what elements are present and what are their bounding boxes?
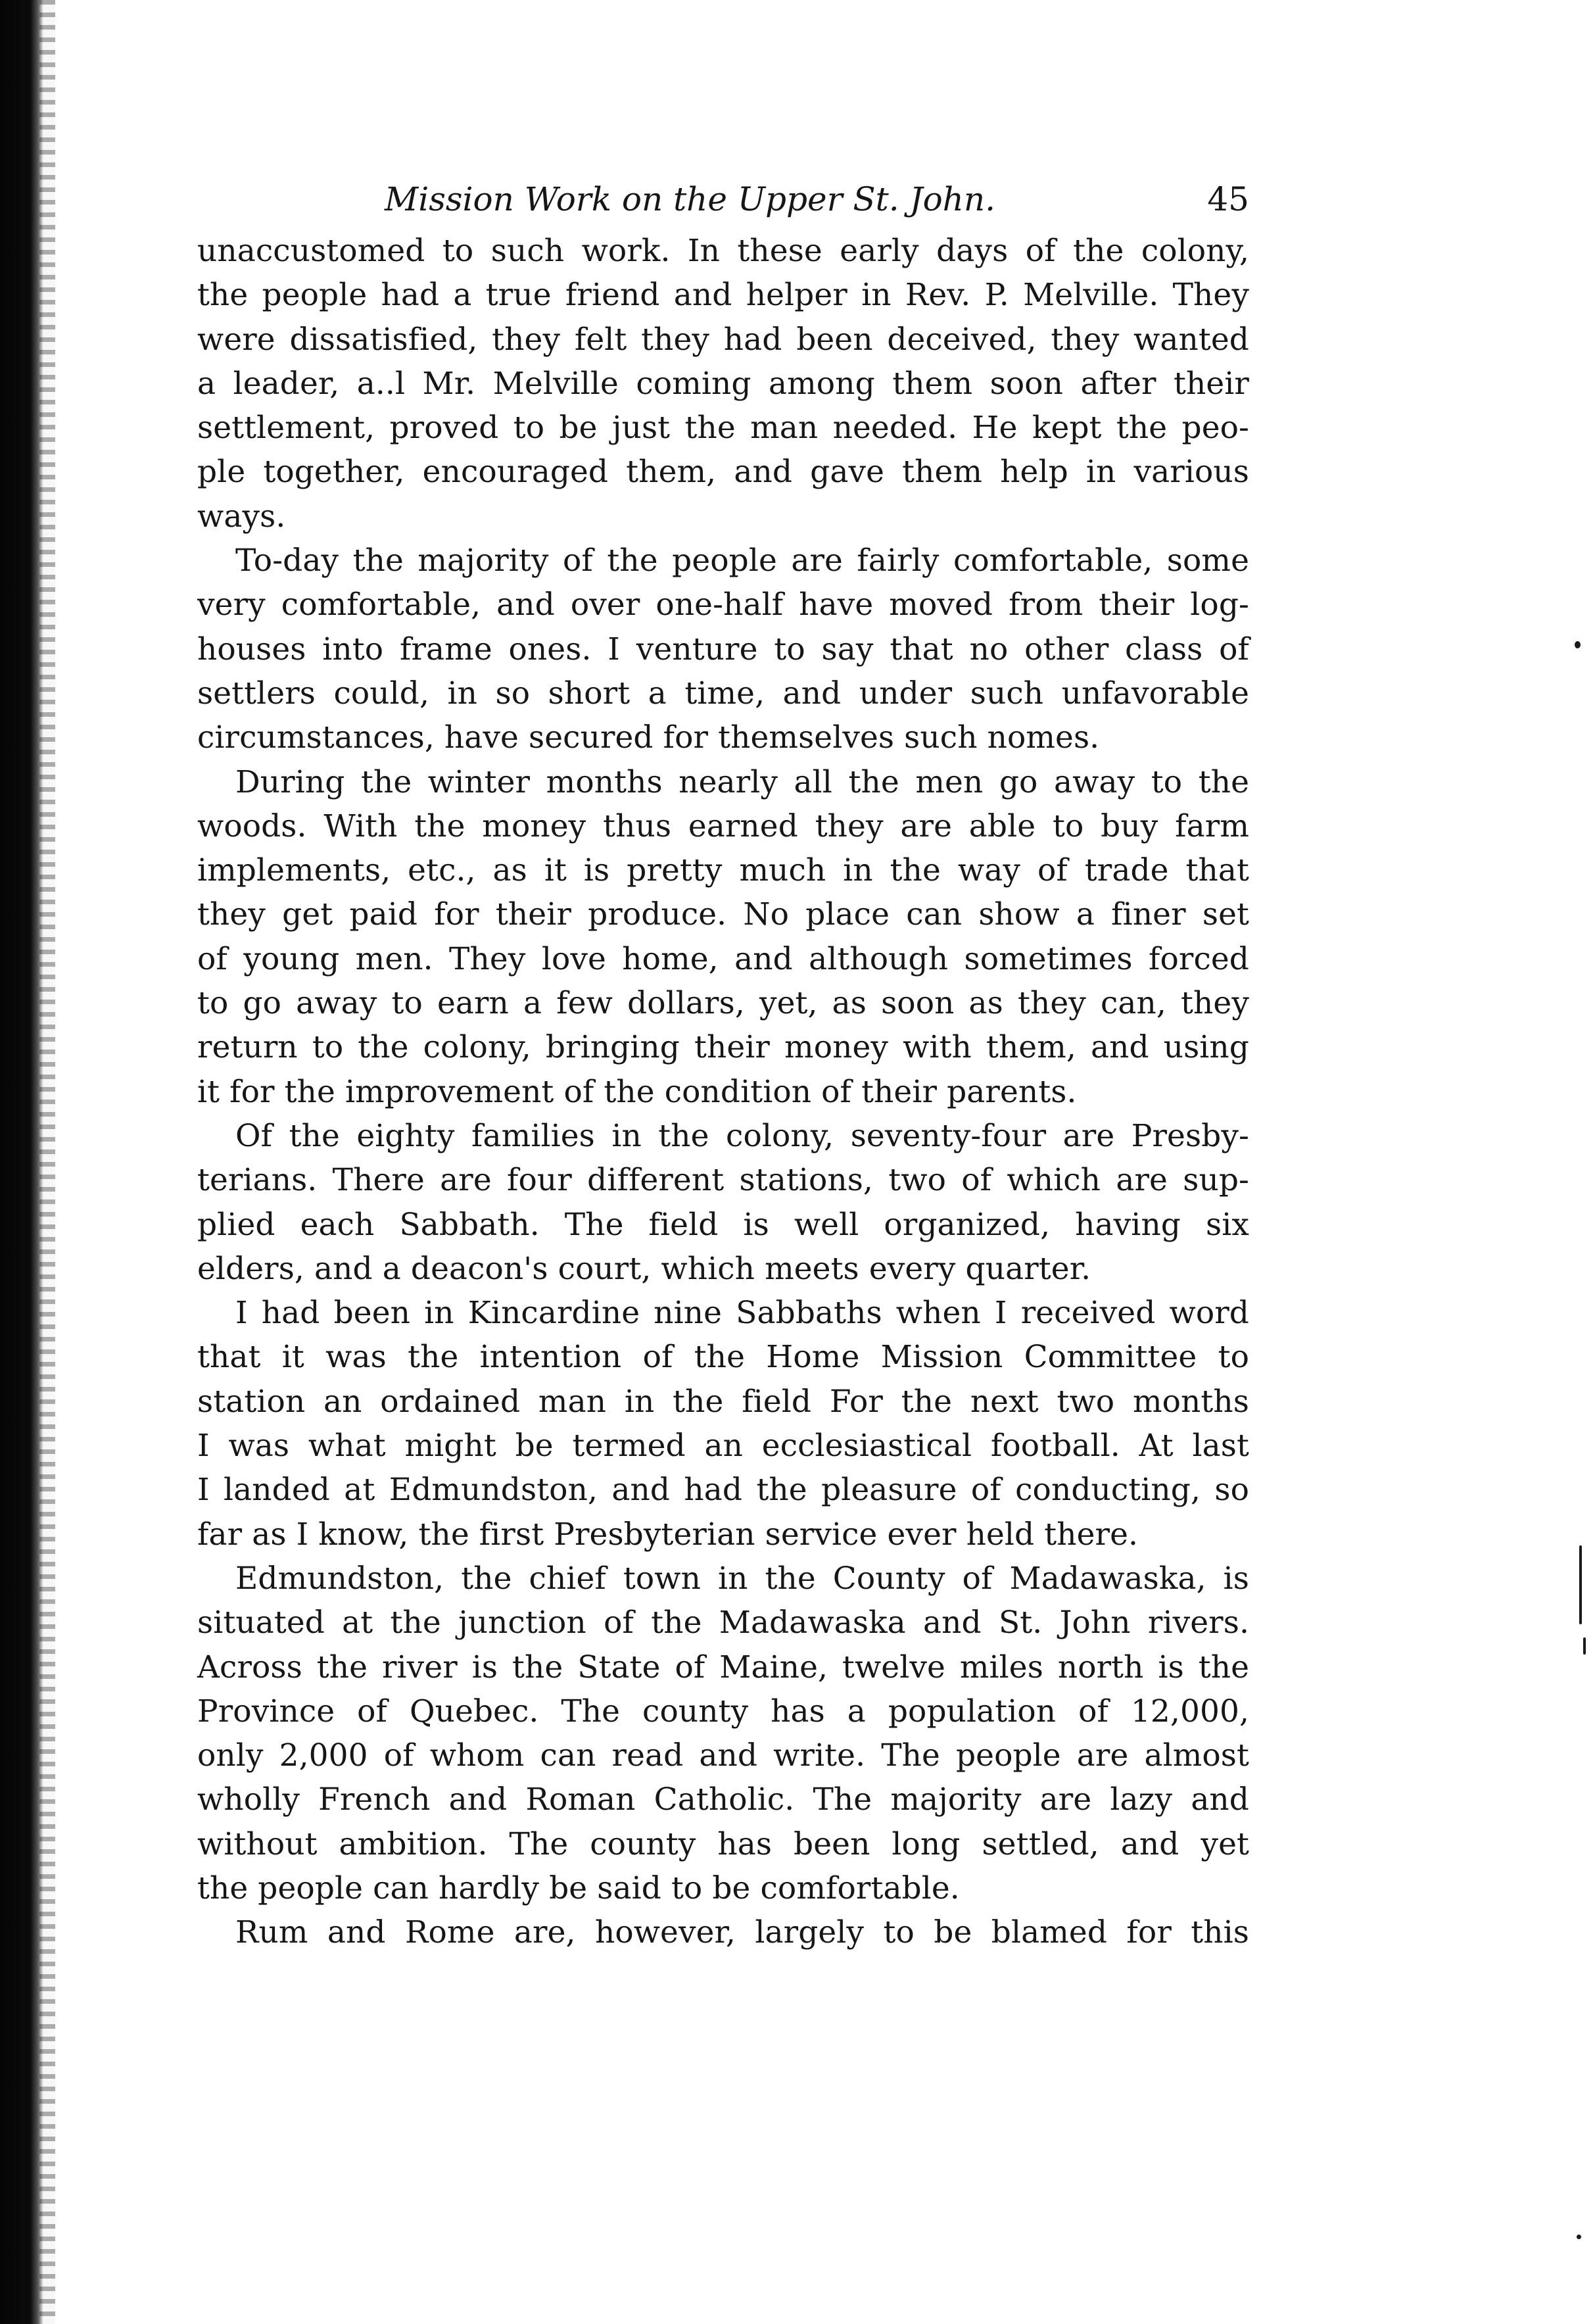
paragraph <box>197 760 1249 1114</box>
text-line: very comfortable, and over one-half have moved from their log- <box>197 587 1249 623</box>
running-title: Mission Work on the Upper St. John. <box>385 180 995 218</box>
page-number: 45 <box>1207 180 1249 218</box>
text-line: plied each Sabbath. The field is well organized, having six <box>197 1206 1249 1243</box>
text-line: implements, etc., as it is pretty much in the way of trade that <box>197 852 1249 889</box>
scan-speck <box>1575 641 1581 648</box>
text-line: ple together, encouraged them, and gave them help in various <box>197 454 1249 491</box>
scan-speck <box>1577 2235 1581 2239</box>
text-line: it for the improvement of the condition of their parents. <box>197 1073 1077 1110</box>
text-line: terians. There are four different stations, two of which are sup- <box>197 1162 1249 1199</box>
paragraph <box>197 1910 1249 1954</box>
paragraph <box>197 1114 1249 1291</box>
text-line: I landed at Edmundston, and had the pleasure of conducting, so <box>197 1472 1249 1509</box>
text-line: I was what might be termed an ecclesiastical football. At last <box>197 1428 1249 1465</box>
body-text <box>197 229 1249 1955</box>
scan-speck <box>1583 1637 1586 1655</box>
paragraph <box>197 1557 1249 1910</box>
text-line: Rum and Rome are, however, largely to be blamed for this <box>235 1914 1249 1951</box>
text-line: ways. <box>197 498 286 535</box>
text-line: situated at the junction of the Madawaska and St. John rivers. <box>197 1605 1249 1641</box>
text-line: return to the colony, bringing their money with them, and using <box>197 1029 1249 1066</box>
text-line: they get paid for their produce. No place can show a finer set <box>197 896 1249 933</box>
text-line: were dissatisfied, they felt they had been deceived, they wanted <box>197 321 1249 358</box>
text-line: Across the river is the State of Maine, twelve miles north is the <box>197 1649 1249 1685</box>
text-line: To-day the majority of the people are fairly comfortable, some <box>235 543 1249 579</box>
text-line: houses into frame ones. I venture to say that no other class of <box>197 631 1249 667</box>
book-page <box>197 170 1249 1955</box>
text-line: of young men. They love home, and although sometimes forced <box>197 940 1249 977</box>
text-line: wholly French and Roman Catholic. The majority are lazy and <box>197 1781 1249 1818</box>
text-line: I had been in Kincardine nine Sabbaths when I received word <box>235 1295 1249 1332</box>
text-line: settlers could, in so short a time, and under such unfavorable <box>197 675 1249 712</box>
text-line: station an ordained man in the field For the next two months <box>197 1383 1249 1420</box>
text-line: a leader, a..l Mr. Melville coming among them soon after their <box>197 365 1249 402</box>
paragraph <box>197 229 1249 539</box>
text-line: unaccustomed to such work. In these early days of the colony, <box>197 233 1249 269</box>
scan-edge-texture <box>39 0 55 2324</box>
text-line: circumstances, have secured for themselves such nomes. <box>197 719 1100 756</box>
text-line: Province of Quebec. The county has a population of 12,000, <box>197 1693 1249 1730</box>
text-line: that it was the intention of the Home Mission Committee to <box>197 1339 1249 1376</box>
text-line: the people can hardly be said to be comfortable. <box>197 1870 960 1906</box>
scan-speck <box>1579 1545 1582 1624</box>
scan-dark-edge <box>0 0 43 2324</box>
paragraph <box>197 1291 1249 1557</box>
text-line: woods. With the money thus earned they are able to buy farm <box>197 808 1249 844</box>
text-line: Edmundston, the chief town in the County of Madawaska, is <box>235 1560 1249 1597</box>
text-line: far as I know, the first Presbyterian service ever held there. <box>197 1516 1139 1553</box>
text-line: Of the eighty families in the colony, seventy-four are Presby- <box>235 1117 1249 1154</box>
text-line: During the winter months nearly all the men go away to the <box>235 763 1249 800</box>
paragraph <box>197 539 1249 760</box>
running-head <box>197 170 1249 229</box>
text-line: elders, and a deacon's court, which meets every quarter. <box>197 1250 1091 1287</box>
text-line: settlement, proved to be just the man needed. He kept the peo- <box>197 410 1249 447</box>
text-line: the people had a true friend and helper in Rev. P. Melville. They <box>197 277 1249 314</box>
text-line: only 2,000 of whom can read and write. The people are almost <box>197 1737 1249 1774</box>
text-line: without ambition. The county has been long settled, and yet <box>197 1826 1249 1862</box>
text-line: to go away to earn a few dollars, yet, as soon as they can, they <box>197 985 1249 1022</box>
